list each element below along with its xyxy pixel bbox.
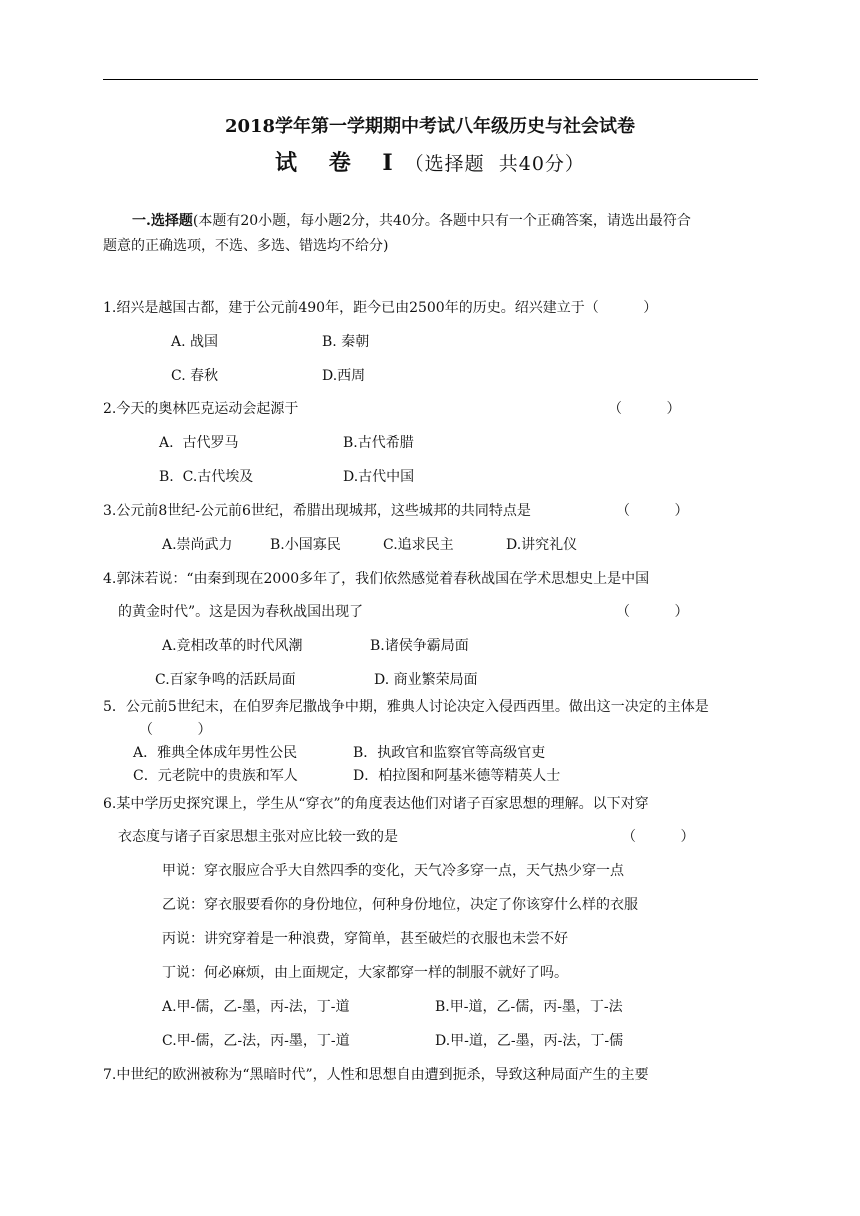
- question-stem: 6.某中学历史探究课上，学生从“穿衣”的角度表达他们对诸子百家思想的理解。以下对穿: [103, 796, 649, 812]
- option-d: D.甲-道，乙-墨，丙-法，丁-儒: [435, 1033, 624, 1049]
- option-b: B.古代希腊: [343, 435, 414, 451]
- option-a: A. 古代罗马: [159, 435, 239, 451]
- option-a: A. 战国: [171, 334, 219, 350]
- answer-blank: （ ）: [139, 722, 212, 738]
- question-stem-line2: 的黄金时代”。这是因为春秋战国出现了: [118, 604, 364, 620]
- option-c: C. 春秋: [171, 368, 219, 384]
- option-c: C.百家争鸣的活跃局面: [155, 672, 296, 688]
- answer-blank: （ ）: [616, 604, 689, 620]
- statement-ding: 丁说：何必麻烦，由上面规定，大家都穿一样的制服不就好了吗。: [162, 965, 568, 981]
- question-stem: 2.今天的奥林匹克运动会起源于: [103, 401, 299, 417]
- question-stem: 4.郭沫若说：“由秦到现在2000多年了，我们依然感觉着春秋战国在学术思想史上是中国: [103, 571, 650, 587]
- statement-yi: 乙说：穿衣服要看你的身份地位，何种身份地位，决定了你该穿什么样的衣服: [162, 897, 638, 913]
- paper-note: （选择题 共40分）: [404, 153, 585, 175]
- option-c: B. C.古代埃及: [159, 469, 254, 485]
- option-c: C.追求民主: [383, 537, 454, 553]
- question-stem: 5．公元前5世纪末，在伯罗奔尼撒战争中期，雅典人讨论决定入侵西西里。做出这一决定的主体是: [103, 699, 709, 715]
- question-stem: 3.公元前8世纪-公元前6世纪，希腊出现城邦，这些城邦的共同特点是: [103, 503, 531, 519]
- option-d: D.古代中国: [343, 469, 415, 485]
- instructions-line1: (本题有20小题，每小题2分，共40分。各题中只有一个正确答案，请选出最符合: [192, 213, 691, 229]
- option-d: D.讲究礼仪: [506, 537, 578, 553]
- option-d: D．柏拉图和阿基米德等精英人士: [353, 768, 561, 784]
- option-b: B. 秦朝: [322, 334, 370, 350]
- option-a: A.竞相改革的时代风潮: [162, 638, 303, 654]
- answer-blank: （ ）: [608, 401, 681, 417]
- option-c: C．元老院中的贵族和军人: [133, 768, 298, 784]
- question-stem: 1.绍兴是越国古都，建于公元前490年，距今已由2500年的历史。绍兴建立于（ ）: [103, 300, 658, 316]
- option-c: C.甲-儒，乙-法，丙-墨，丁-道: [162, 1033, 350, 1049]
- question-stem: 7.中世纪的欧洲被称为“黑暗时代”，人性和思想自由遭到扼杀，导致这种局面产生的主要: [103, 1067, 649, 1083]
- section-heading: 一.选择题: [132, 213, 193, 229]
- section-instructions: [132, 212, 691, 230]
- option-b: B．执政官和监察官等高级官吏: [353, 745, 546, 761]
- option-a: A．雅典全体成年男性公民: [133, 745, 298, 761]
- statement-bing: 丙说：讲究穿着是一种浪费，穿简单，甚至破烂的衣服也未尝不好: [162, 931, 568, 947]
- statement-jia: 甲说：穿衣服应合乎大自然四季的变化，天气冷多穿一点，天气热少穿一点: [162, 863, 624, 879]
- paper-subtitle: [0, 150, 860, 177]
- answer-blank: （ ）: [616, 503, 689, 519]
- option-b: B.诸侯争霸局面: [370, 638, 469, 654]
- exam-title: 2018学年第一学期期中考试八年级历史与社会试卷: [224, 116, 636, 137]
- paper-label: 试 卷 Ⅰ: [275, 150, 405, 176]
- option-a: A.甲-儒，乙-墨，丙-法，丁-道: [162, 999, 350, 1015]
- top-rule: [103, 79, 758, 80]
- option-b: B.小国寡民: [270, 537, 341, 553]
- answer-blank: （ ）: [622, 829, 695, 845]
- option-d: D. 商业繁荣局面: [374, 672, 478, 688]
- question-stem-line2: 衣态度与诸子百家思想主张对应比较一致的是: [118, 829, 398, 845]
- option-d: D.西周: [322, 368, 366, 384]
- option-a: A.崇尚武力: [162, 537, 233, 553]
- option-b: B.甲-道，乙-儒，丙-墨，丁-法: [435, 999, 623, 1015]
- instructions-line2: 题意的正确选项，不选、多选、错选均不给分): [103, 238, 389, 254]
